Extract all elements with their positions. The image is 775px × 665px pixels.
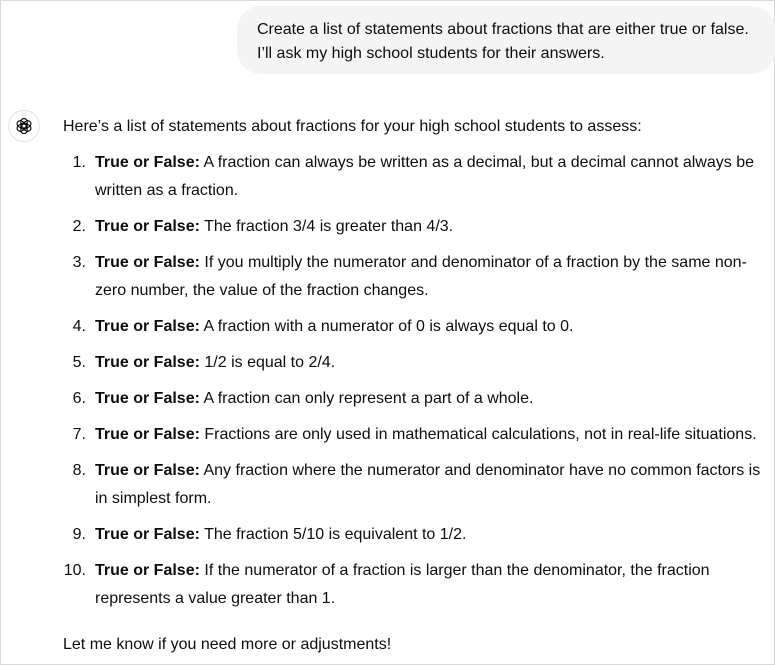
item-number: 3. xyxy=(72,254,86,271)
item-number: 2. xyxy=(72,218,86,235)
list-item xyxy=(63,521,775,549)
item-text: A fraction can always be written as a decimal, but a decimal cannot always be written as a fraction. xyxy=(95,154,754,199)
item-body xyxy=(95,521,775,549)
list-item xyxy=(63,349,775,377)
item-text: If the numerator of a fraction is larger than the denominator, the fraction represents a value greater than 1. xyxy=(95,562,710,607)
item-text: The fraction 5/10 is equivalent to 1/2. xyxy=(204,526,467,543)
user-message-bubble xyxy=(237,6,775,74)
item-number: 9. xyxy=(72,526,86,543)
assistant-intro: Here’s a list of statements about fractions for your high school students to assess: xyxy=(63,118,642,135)
item-label: True or False: xyxy=(95,318,200,335)
assistant-outro: Let me know if you need more or adjustments! xyxy=(63,636,392,653)
item-body xyxy=(95,149,775,205)
item-number: 1. xyxy=(72,154,86,171)
item-number: 7. xyxy=(72,426,86,443)
item-body xyxy=(95,213,775,241)
item-body xyxy=(95,385,775,413)
item-body xyxy=(95,421,775,449)
assistant-avatar xyxy=(8,110,40,142)
user-message-text: Create a list of statements about fractions that are either true or false. I’ll ask my high school students for their answers. xyxy=(257,21,749,62)
item-label: True or False: xyxy=(95,562,200,579)
statement-list xyxy=(63,149,775,613)
item-label: True or False: xyxy=(95,462,200,479)
list-item xyxy=(63,385,775,413)
item-label: True or False: xyxy=(95,426,200,443)
item-text: A fraction with a numerator of 0 is always equal to 0. xyxy=(203,318,574,335)
item-label: True or False: xyxy=(95,354,200,371)
item-text: A fraction can only represent a part of a whole. xyxy=(203,390,534,407)
item-label: True or False: xyxy=(95,526,200,543)
item-text: 1/2 is equal to 2/4. xyxy=(204,354,336,371)
item-label: True or False: xyxy=(95,254,200,271)
item-text: Fractions are only used in mathematical calculations, not in real-life situations. xyxy=(204,426,757,443)
item-body xyxy=(95,457,775,513)
item-body xyxy=(95,313,775,341)
item-label: True or False: xyxy=(95,218,200,235)
item-label: True or False: xyxy=(95,390,200,407)
item-number: 10. xyxy=(63,562,86,579)
list-item xyxy=(63,313,775,341)
item-number: 6. xyxy=(72,390,86,407)
item-number: 4. xyxy=(72,318,86,335)
openai-logo-icon xyxy=(14,116,34,136)
item-body xyxy=(95,557,775,613)
list-item xyxy=(63,149,775,205)
list-item xyxy=(63,213,775,241)
list-item xyxy=(63,249,775,305)
item-text: The fraction 3/4 is greater than 4/3. xyxy=(204,218,454,235)
list-item xyxy=(63,421,775,449)
item-number: 5. xyxy=(72,354,86,371)
item-label: True or False: xyxy=(95,154,200,171)
list-item xyxy=(63,457,775,513)
item-body xyxy=(95,249,775,305)
item-body xyxy=(95,349,775,377)
item-text: Any fraction where the numerator and denominator have no common factors is in simplest form. xyxy=(95,462,761,507)
assistant-message xyxy=(63,115,775,657)
item-number: 8. xyxy=(72,462,86,479)
item-text: If you multiply the numerator and denominator of a fraction by the same non-zero number, the value of the fraction changes. xyxy=(95,254,747,299)
list-item xyxy=(63,557,775,613)
